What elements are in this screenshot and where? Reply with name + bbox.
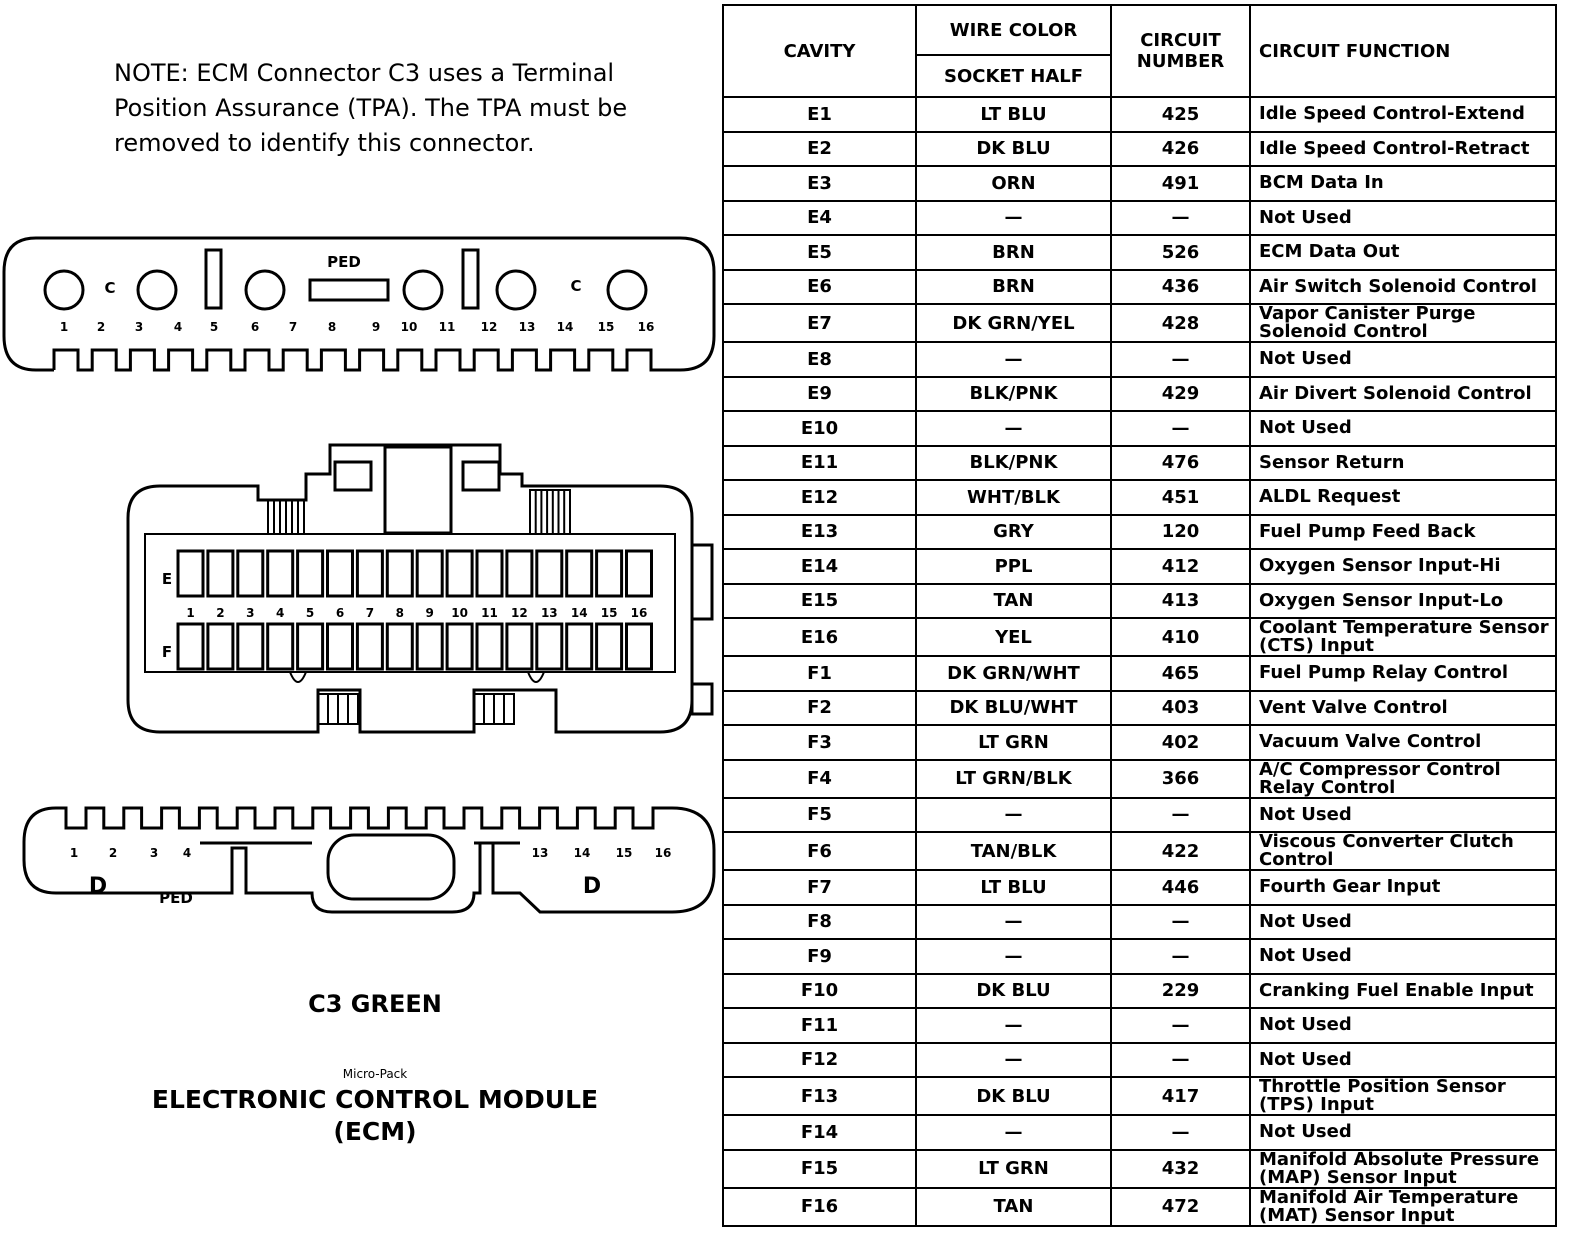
bottom-pin-number: 13 xyxy=(531,846,549,860)
row-f-cavities xyxy=(178,624,652,669)
module-caption xyxy=(120,1084,630,1148)
module-caption-line1: ELECTRONIC CONTROL MODULE xyxy=(151,1085,599,1114)
row-e-cavity xyxy=(268,551,293,596)
row-e-cavity xyxy=(178,551,203,596)
table-row xyxy=(723,760,1556,798)
top-pin-number: 6 xyxy=(250,320,260,334)
cavity-cell: E13 xyxy=(723,515,916,550)
row-f-cavity xyxy=(208,624,233,669)
circuit-function-cell: Vacuum Valve Control xyxy=(1250,725,1556,760)
cavity-cell: F14 xyxy=(723,1115,916,1150)
cavity-circle xyxy=(138,271,176,309)
cavity-cell: E6 xyxy=(723,270,916,305)
top-pin-number: 9 xyxy=(371,320,381,334)
circuit-function-cell: Air Divert Solenoid Control xyxy=(1250,377,1556,412)
row-e-cavity xyxy=(627,551,652,596)
circuit-function-cell: Idle Speed Control-Retract xyxy=(1250,132,1556,167)
row-e-cavity xyxy=(567,551,592,596)
row-f-label: F xyxy=(161,643,173,661)
cavity-cell: E7 xyxy=(723,304,916,342)
header-socket-half: SOCKET HALF xyxy=(916,55,1111,97)
cavity-cell: F3 xyxy=(723,725,916,760)
tpa-slot xyxy=(206,250,221,308)
cavity-cell: E4 xyxy=(723,201,916,236)
table-row xyxy=(723,725,1556,760)
cavity-cell: E16 xyxy=(723,618,916,656)
connector-note: NOTE: ECM Connector C3 uses a Terminal Position Assurance (TPA). The TPA must be removed to identify this connector. xyxy=(114,59,628,157)
face-pin-number: 16 xyxy=(630,606,648,620)
cavity-cell: F10 xyxy=(723,974,916,1009)
circuit-number-cell: 403 xyxy=(1111,691,1250,726)
row-f-cavity xyxy=(238,624,263,669)
circuit-number-cell: 410 xyxy=(1111,618,1250,656)
cavity-cell: F7 xyxy=(723,870,916,905)
circuit-number-cell: — xyxy=(1111,411,1250,446)
cavity-circle xyxy=(404,271,442,309)
circuit-number-cell: 428 xyxy=(1111,304,1250,342)
wire-color-cell: WHT/BLK xyxy=(916,480,1111,515)
cavity-cell: F11 xyxy=(723,1008,916,1043)
pinout-table xyxy=(722,4,1557,1227)
circuit-function-cell: Not Used xyxy=(1250,411,1556,446)
top-pin-number: 15 xyxy=(597,320,615,334)
cavity-cell: F13 xyxy=(723,1077,916,1115)
wire-color-cell: LT GRN/BLK xyxy=(916,760,1111,798)
row-f-cavity xyxy=(328,624,353,669)
face-pin-number: 7 xyxy=(365,606,375,620)
face-pin-number: 9 xyxy=(425,606,434,620)
circuit-number-cell: 491 xyxy=(1111,166,1250,201)
wire-color-cell: — xyxy=(916,1043,1111,1078)
wire-color-cell: LT GRN xyxy=(916,725,1111,760)
header-wire-color: WIRE COLOR xyxy=(916,5,1111,55)
wire-color-cell: TAN xyxy=(916,1188,1111,1226)
circuit-function-cell: Not Used xyxy=(1250,342,1556,377)
wire-color-cell: TAN/BLK xyxy=(916,832,1111,870)
header-circuit-number: CIRCUIT NUMBER xyxy=(1111,5,1250,97)
wire-color-cell: DK BLU/WHT xyxy=(916,691,1111,726)
wire-color-cell: YEL xyxy=(916,618,1111,656)
row-e-cavity xyxy=(238,551,263,596)
circuit-function-cell: A/C Compressor Control Relay Control xyxy=(1250,760,1556,798)
circuit-number-cell: — xyxy=(1111,1115,1250,1150)
wire-color-cell: — xyxy=(916,1008,1111,1043)
bottom-pin-number: 15 xyxy=(615,846,633,860)
cavity-cell: F5 xyxy=(723,798,916,833)
wire-color-cell: LT GRN xyxy=(916,1150,1111,1188)
wire-color-cell: BRN xyxy=(916,270,1111,305)
wire-color-cell: — xyxy=(916,1115,1111,1150)
c-label-right: C xyxy=(570,277,582,295)
table-row xyxy=(723,132,1556,167)
row-f-cavity xyxy=(477,624,502,669)
table-row xyxy=(723,1150,1556,1188)
table-row xyxy=(723,870,1556,905)
top-pin-number: 16 xyxy=(637,320,655,334)
circuit-number-cell: 422 xyxy=(1111,832,1250,870)
circuit-number-cell: 366 xyxy=(1111,760,1250,798)
circuit-function-cell: ECM Data Out xyxy=(1250,235,1556,270)
row-e-cavity xyxy=(447,551,472,596)
face-pin-number: 11 xyxy=(481,606,498,620)
top-pin-number: 2 xyxy=(96,320,106,334)
wire-color-cell: — xyxy=(916,342,1111,377)
wire-color-cell: DK BLU xyxy=(916,974,1111,1009)
circuit-function-cell: ALDL Request xyxy=(1250,480,1556,515)
circuit-function-cell: BCM Data In xyxy=(1250,166,1556,201)
top-pin-number: 12 xyxy=(480,320,498,334)
ped-label-bottom: PED xyxy=(159,889,193,907)
cavity-cell: E8 xyxy=(723,342,916,377)
circuit-function-cell: Not Used xyxy=(1250,905,1556,940)
wire-color-cell: TAN xyxy=(916,584,1111,619)
wire-color-cell: BRN xyxy=(916,235,1111,270)
row-e-cavities xyxy=(178,551,652,596)
top-pin-number: 1 xyxy=(59,320,69,334)
circuit-function-cell: Sensor Return xyxy=(1250,446,1556,481)
circuit-number-cell: — xyxy=(1111,798,1250,833)
row-e-label: E xyxy=(161,570,173,588)
wire-color-cell: DK GRN/WHT xyxy=(916,656,1111,691)
table-row xyxy=(723,446,1556,481)
latch-left xyxy=(335,462,371,490)
table-row xyxy=(723,1008,1556,1043)
face-pin-number: 2 xyxy=(216,606,225,620)
circuit-function-cell: Fuel Pump Feed Back xyxy=(1250,515,1556,550)
wire-color-cell: PPL xyxy=(916,549,1111,584)
row-f-cavity xyxy=(567,624,592,669)
face-pin-numbers xyxy=(186,606,647,620)
table-row xyxy=(723,270,1556,305)
table-row xyxy=(723,97,1556,132)
face-pin-number: 10 xyxy=(451,606,468,620)
table-row xyxy=(723,1077,1556,1115)
connector-diagrams xyxy=(0,0,720,1240)
module-caption-line2: (ECM) xyxy=(333,1117,417,1146)
circuit-function-cell: Fourth Gear Input xyxy=(1250,870,1556,905)
circuit-number-cell: 476 xyxy=(1111,446,1250,481)
table-row xyxy=(723,618,1556,656)
top-pin-number: 14 xyxy=(556,320,574,334)
tpa-slot xyxy=(463,250,478,308)
wire-color-cell: GRY xyxy=(916,515,1111,550)
circuit-function-cell: Oxygen Sensor Input-Lo xyxy=(1250,584,1556,619)
row-f-cavity xyxy=(447,624,472,669)
cavity-cell: E10 xyxy=(723,411,916,446)
table-row xyxy=(723,166,1556,201)
table-row xyxy=(723,974,1556,1009)
table-row xyxy=(723,201,1556,236)
face-pin-number: 14 xyxy=(570,606,588,620)
table-row xyxy=(723,905,1556,940)
cavity-cell: E5 xyxy=(723,235,916,270)
circuit-function-cell: Oxygen Sensor Input-Hi xyxy=(1250,549,1556,584)
cavity-cell: E3 xyxy=(723,166,916,201)
center-key xyxy=(328,835,454,899)
circuit-number-cell: 425 xyxy=(1111,97,1250,132)
circuit-number-cell: 413 xyxy=(1111,584,1250,619)
face-pin-number: 1 xyxy=(186,606,195,620)
row-f-cavity xyxy=(597,624,622,669)
circuit-function-cell: Vent Valve Control xyxy=(1250,691,1556,726)
table-row xyxy=(723,515,1556,550)
wire-color-cell: — xyxy=(916,905,1111,940)
bottom-pin-numbers xyxy=(70,846,672,860)
circuit-function-cell: Manifold Air Temperature (MAT) Sensor Input xyxy=(1250,1188,1556,1226)
table-row xyxy=(723,1188,1556,1226)
row-e-cavity xyxy=(328,551,353,596)
face-pin-number: 13 xyxy=(540,606,558,620)
circuit-number-cell: 429 xyxy=(1111,377,1250,412)
face-pin-number: 4 xyxy=(276,606,285,620)
wire-color-cell: BLK/PNK xyxy=(916,446,1111,481)
circuit-number-cell: 436 xyxy=(1111,270,1250,305)
top-pin-number: 3 xyxy=(134,320,144,334)
cavity-cell: E9 xyxy=(723,377,916,412)
table-row xyxy=(723,377,1556,412)
circuit-function-cell: Vapor Canister Purge Solenoid Control xyxy=(1250,304,1556,342)
circuit-function-cell: Fuel Pump Relay Control xyxy=(1250,656,1556,691)
cavity-cell: F2 xyxy=(723,691,916,726)
circuit-number-cell: 446 xyxy=(1111,870,1250,905)
side-tab-upper xyxy=(692,545,712,619)
cavity-cell: F15 xyxy=(723,1150,916,1188)
wire-color-cell: — xyxy=(916,798,1111,833)
circuit-number-cell: 432 xyxy=(1111,1150,1250,1188)
row-f-cavity xyxy=(627,624,652,669)
table-row xyxy=(723,342,1556,377)
row-e-cavity xyxy=(597,551,622,596)
circuit-number-cell: — xyxy=(1111,1043,1250,1078)
circuit-function-cell: Not Used xyxy=(1250,1115,1556,1150)
row-f-cavity xyxy=(357,624,382,669)
row-f-cavity xyxy=(387,624,412,669)
d-label-left: D xyxy=(88,874,108,899)
row-f-cavity xyxy=(298,624,323,669)
table-row xyxy=(723,1115,1556,1150)
circuit-number-cell: 526 xyxy=(1111,235,1250,270)
wire-color-cell: DK BLU xyxy=(916,1077,1111,1115)
latch-right xyxy=(463,462,499,490)
bottom-pin-number: 4 xyxy=(182,846,192,860)
ped-label: PED xyxy=(327,253,361,271)
table-row xyxy=(723,798,1556,833)
row-f-cavity xyxy=(178,624,203,669)
cavity-cell: E11 xyxy=(723,446,916,481)
circuit-function-cell: Viscous Converter Clutch Control xyxy=(1250,832,1556,870)
circuit-number-cell: 465 xyxy=(1111,656,1250,691)
circuit-number-cell: — xyxy=(1111,201,1250,236)
top-pin-number: 7 xyxy=(288,320,298,334)
circuit-number-cell: — xyxy=(1111,905,1250,940)
cavity-cell: F1 xyxy=(723,656,916,691)
table-row xyxy=(723,939,1556,974)
top-connector-view xyxy=(4,238,714,370)
circuit-number-cell: 417 xyxy=(1111,1077,1250,1115)
wire-color-cell: LT BLU xyxy=(916,97,1111,132)
bottom-pin-number: 2 xyxy=(108,846,118,860)
face-pin-number: 5 xyxy=(305,606,315,620)
cavity-cell: F9 xyxy=(723,939,916,974)
cavity-cell: E15 xyxy=(723,584,916,619)
table-row xyxy=(723,549,1556,584)
cavity-cell: E12 xyxy=(723,480,916,515)
row-e-cavity xyxy=(357,551,382,596)
wire-color-cell: — xyxy=(916,201,1111,236)
bottom-connector-view xyxy=(24,808,714,912)
cavity-cell: E2 xyxy=(723,132,916,167)
header-circuit-function: CIRCUIT FUNCTION xyxy=(1250,5,1556,97)
table-row xyxy=(723,832,1556,870)
row-e-cavity xyxy=(208,551,233,596)
wire-color-cell: LT BLU xyxy=(916,870,1111,905)
side-tab-lower xyxy=(692,684,712,714)
circuit-function-cell: Air Switch Solenoid Control xyxy=(1250,270,1556,305)
bottom-pin-number: 3 xyxy=(149,846,159,860)
table-row xyxy=(723,480,1556,515)
top-pin-number: 11 xyxy=(438,320,456,334)
circuit-number-cell: 426 xyxy=(1111,132,1250,167)
circuit-function-cell: Coolant Temperature Sensor (CTS) Input xyxy=(1250,618,1556,656)
face-pin-number: 15 xyxy=(600,606,618,620)
table-row xyxy=(723,411,1556,446)
cavity-circle xyxy=(246,271,284,309)
bottom-connector-teeth xyxy=(60,808,665,828)
circuit-function-cell: Not Used xyxy=(1250,1008,1556,1043)
cavity-cell: F12 xyxy=(723,1043,916,1078)
top-pin-number: 10 xyxy=(400,320,418,334)
top-pin-number: 4 xyxy=(173,320,183,334)
circuit-function-cell: Throttle Position Sensor (TPS) Input xyxy=(1250,1077,1556,1115)
table-row xyxy=(723,656,1556,691)
row-e-cavity xyxy=(417,551,442,596)
row-e-cavity xyxy=(507,551,532,596)
wire-color-cell: — xyxy=(916,411,1111,446)
connector-color-caption: C3 GREEN xyxy=(308,990,442,1018)
face-pin-number: 6 xyxy=(335,606,345,620)
circuit-number-cell: 229 xyxy=(1111,974,1250,1009)
circuit-number-cell: 412 xyxy=(1111,549,1250,584)
circuit-function-cell: Not Used xyxy=(1250,1043,1556,1078)
header-cavity: CAVITY xyxy=(723,5,916,97)
circuit-number-cell: — xyxy=(1111,342,1250,377)
d-label-right: D xyxy=(582,874,602,899)
circuit-number-cell: 472 xyxy=(1111,1188,1250,1226)
wire-color-cell: DK BLU xyxy=(916,132,1111,167)
row-f-cavity xyxy=(417,624,442,669)
circuit-function-cell: Not Used xyxy=(1250,201,1556,236)
row-e-cavity xyxy=(537,551,562,596)
table-row xyxy=(723,691,1556,726)
circuit-number-cell: 451 xyxy=(1111,480,1250,515)
row-e-cavity xyxy=(477,551,502,596)
circuit-function-cell: Idle Speed Control-Extend xyxy=(1250,97,1556,132)
circuit-number-cell: — xyxy=(1111,1008,1250,1043)
face-pin-number: 8 xyxy=(395,606,404,620)
face-pin-number: 12 xyxy=(511,606,528,620)
face-pin-number: 3 xyxy=(246,606,255,620)
bottom-pin-number: 16 xyxy=(654,846,672,860)
cavity-circle xyxy=(497,271,535,309)
pinout-rows xyxy=(723,97,1556,1226)
wire-color-cell: DK GRN/YEL xyxy=(916,304,1111,342)
wire-color-cell: ORN xyxy=(916,166,1111,201)
cavity-cell: F6 xyxy=(723,832,916,870)
row-f-cavity xyxy=(537,624,562,669)
cavity-cell: F16 xyxy=(723,1188,916,1226)
wire-color-cell: BLK/PNK xyxy=(916,377,1111,412)
circuit-number-cell: 402 xyxy=(1111,725,1250,760)
top-pin-numbers xyxy=(60,320,655,334)
table-row xyxy=(723,584,1556,619)
ped-slot xyxy=(310,280,388,300)
face-connector-view xyxy=(128,445,712,732)
circuit-number-cell: — xyxy=(1111,939,1250,974)
row-f-cavity xyxy=(507,624,532,669)
cavity-circle xyxy=(45,271,83,309)
table-row xyxy=(723,1043,1556,1078)
top-pin-number: 5 xyxy=(209,320,219,334)
top-connector-teeth xyxy=(54,350,665,370)
row-e-cavity xyxy=(298,551,323,596)
bottom-pin-number: 14 xyxy=(573,846,591,860)
row-f-cavity xyxy=(268,624,293,669)
table-row xyxy=(723,235,1556,270)
circuit-function-cell: Manifold Absolute Pressure (MAP) Sensor Input xyxy=(1250,1150,1556,1188)
top-pin-number: 8 xyxy=(327,320,337,334)
wire-color-cell: — xyxy=(916,939,1111,974)
cavity-cell: F4 xyxy=(723,760,916,798)
circuit-function-cell: Cranking Fuel Enable Input xyxy=(1250,974,1556,1009)
circuit-function-cell: Not Used xyxy=(1250,798,1556,833)
circuit-function-cell: Not Used xyxy=(1250,939,1556,974)
latch-center xyxy=(385,447,451,533)
cavity-cell: E1 xyxy=(723,97,916,132)
cavity-cell: E14 xyxy=(723,549,916,584)
table-row xyxy=(723,304,1556,342)
micro-pack-caption: Micro-Pack xyxy=(342,1067,408,1081)
top-pin-number: 13 xyxy=(518,320,536,334)
cavity-cell: F8 xyxy=(723,905,916,940)
row-e-cavity xyxy=(387,551,412,596)
cavity-circle xyxy=(608,271,646,309)
c-label-left: C xyxy=(104,279,116,297)
bottom-pin-number: 1 xyxy=(69,846,79,860)
circuit-number-cell: 120 xyxy=(1111,515,1250,550)
